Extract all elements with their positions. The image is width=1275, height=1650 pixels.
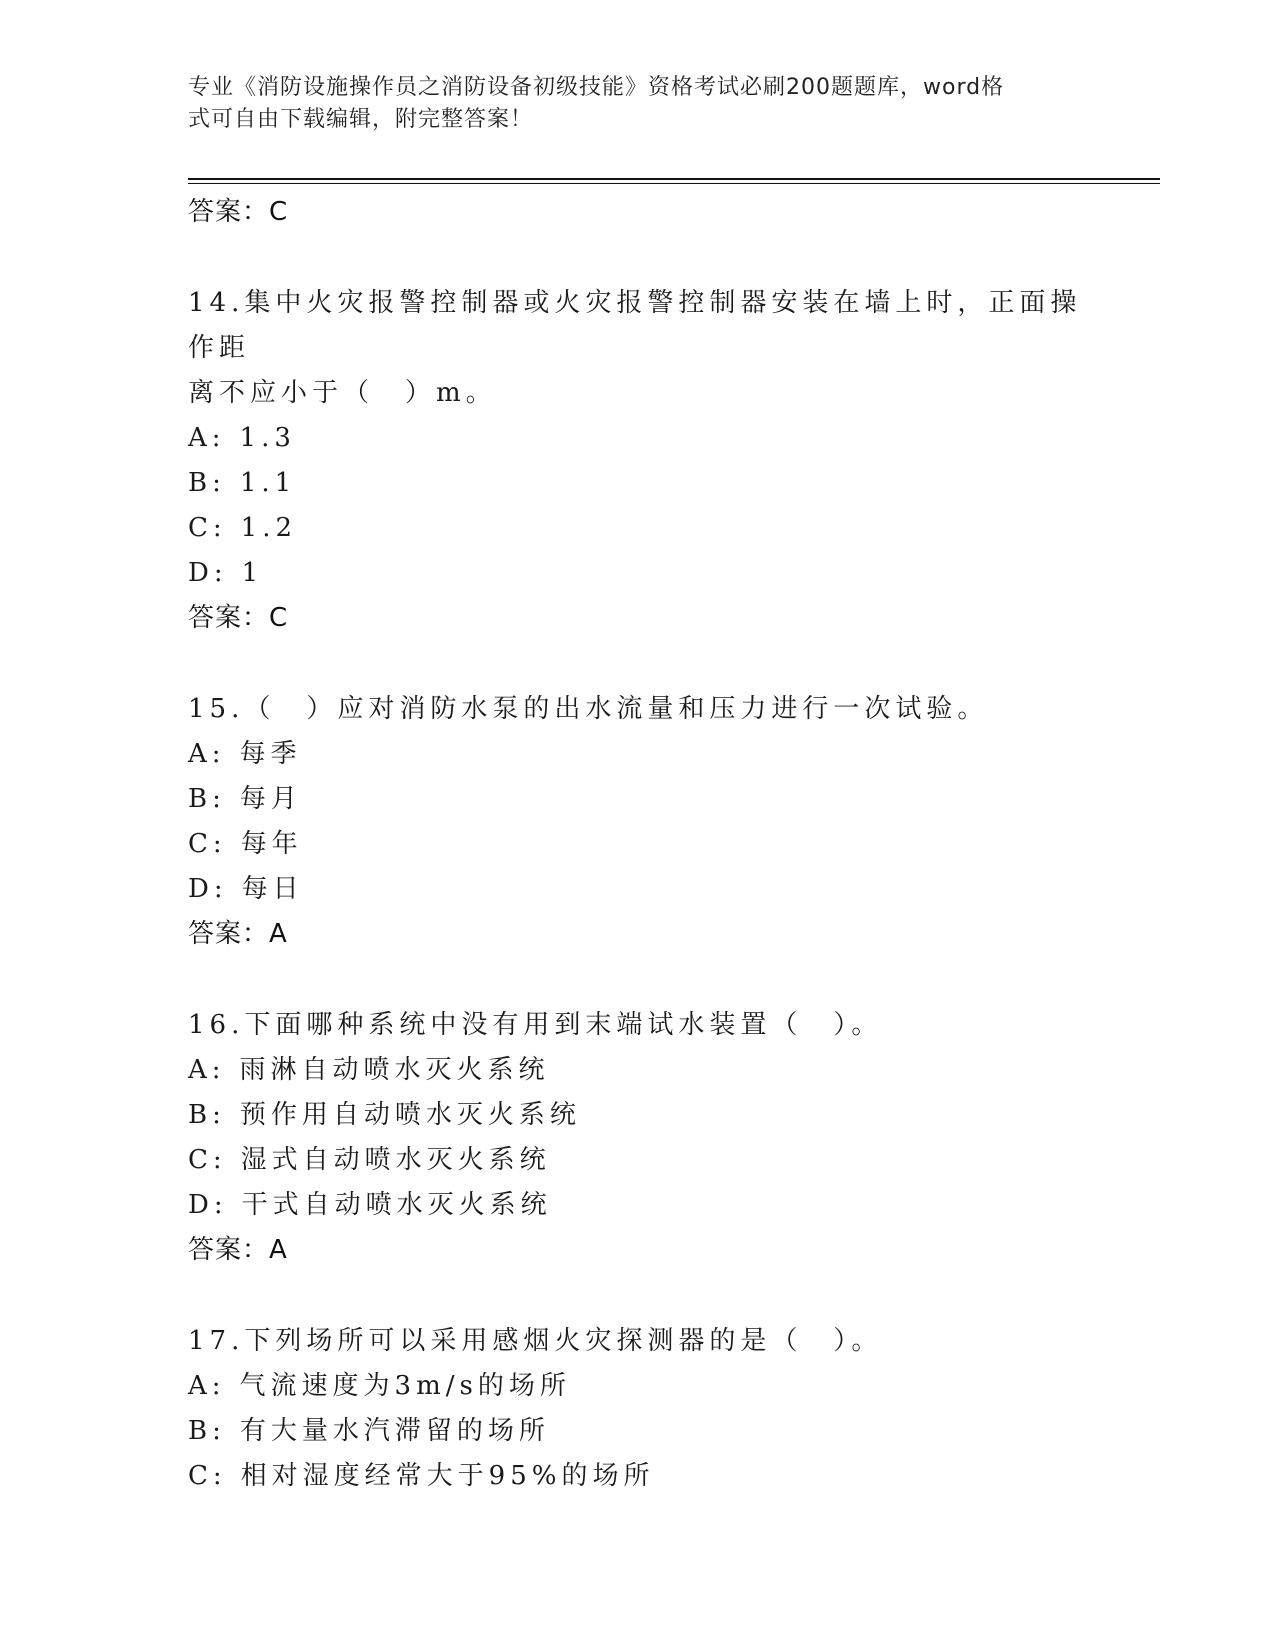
header-line-1: 专业《消防设施操作员之消防设备初级技能》资格考试必刷200题题库，word格 (188, 75, 1005, 100)
question-number: 17. (188, 1326, 245, 1356)
option-key: A: (188, 739, 226, 769)
answer-line: 答案：C (188, 603, 289, 633)
header-divider-thick (188, 178, 1160, 180)
option-c (188, 822, 1088, 867)
option-b (188, 777, 1088, 822)
spacer (188, 957, 1088, 1003)
header-line-2: 式可自由下载编辑，附完整答案！ (188, 107, 534, 132)
question-number: 16. (188, 1010, 245, 1040)
option-b (188, 1409, 1088, 1454)
option-text: 每日 (241, 874, 304, 904)
option-key: C: (188, 1461, 227, 1491)
spacer (188, 641, 1088, 687)
question-text-line-1: 下面哪种系统中没有用到末端试水装置（ ）。 (244, 1010, 883, 1040)
option-c (188, 1138, 1088, 1183)
option-text: 雨淋自动喷水灭火系统 (239, 1055, 550, 1085)
option-c (188, 1454, 1088, 1499)
question-stem (188, 687, 1088, 732)
option-text: 预作用自动喷水灭火系统 (239, 1100, 581, 1130)
option-text: 相对湿度经常大于95%的场所 (240, 1461, 655, 1491)
option-b (188, 461, 1088, 506)
option-text: 1.2 (240, 513, 298, 543)
question-text-line-1: （ ）应对消防水泵的出水流量和压力进行一次试验。 (244, 694, 989, 724)
option-key: D: (188, 558, 228, 588)
option-text: 1.1 (239, 468, 297, 498)
option-text: 每年 (240, 829, 303, 859)
option-d (188, 551, 1088, 596)
answer-line: 答案：A (188, 919, 288, 949)
document-header (188, 72, 1088, 136)
option-key: A: (188, 1055, 226, 1085)
option-key: B: (188, 1100, 226, 1130)
question-text-line-2: 离不应小于（ ）m。 (188, 378, 497, 408)
question-list (188, 190, 1088, 1499)
option-key: C: (188, 829, 227, 859)
option-text: 1 (241, 558, 264, 588)
question-number: 15. (188, 694, 245, 724)
option-text: 气流速度为3m/s的场所 (239, 1371, 571, 1401)
question-stem (188, 1003, 1088, 1048)
option-b (188, 1093, 1088, 1138)
question-stem (188, 281, 1088, 371)
previous-answer: 答案：C (188, 197, 289, 227)
option-a (188, 1364, 1088, 1409)
spacer (188, 235, 1088, 281)
question-15 (188, 687, 1088, 957)
option-key: B: (188, 468, 226, 498)
answer-line: 答案：A (188, 1235, 288, 1265)
option-key: C: (188, 513, 227, 543)
question-stem (188, 1319, 1088, 1364)
option-d (188, 1183, 1088, 1228)
option-key: B: (188, 1416, 226, 1446)
option-text: 干式自动喷水灭火系统 (241, 1190, 552, 1220)
spacer (188, 1273, 1088, 1319)
header-divider-thin (188, 183, 1160, 184)
option-text: 1.3 (239, 423, 296, 453)
option-key: D: (188, 874, 228, 904)
option-text: 每季 (239, 739, 302, 769)
question-14 (188, 281, 1088, 641)
option-a (188, 1048, 1088, 1093)
option-a (188, 416, 1088, 461)
option-key: A: (188, 1371, 226, 1401)
option-c (188, 506, 1088, 551)
option-a (188, 732, 1088, 777)
question-number: 14. (188, 288, 245, 318)
question-16 (188, 1003, 1088, 1273)
option-key: D: (188, 1190, 228, 1220)
question-17 (188, 1319, 1088, 1499)
option-key: B: (188, 784, 226, 814)
question-text-line-1: 下列场所可以采用感烟火灾探测器的是（ ）。 (244, 1326, 883, 1356)
option-d (188, 867, 1088, 912)
option-text: 每月 (239, 784, 302, 814)
option-key: C: (188, 1145, 227, 1175)
option-text: 有大量水汽滞留的场所 (239, 1416, 550, 1446)
option-text: 湿式自动喷水灭火系统 (240, 1145, 551, 1175)
option-key: A: (188, 423, 226, 453)
question-text-line-1: 集中火灾报警控制器或火灾报警控制器安装在墙上时，正面操作距 (188, 288, 1082, 363)
